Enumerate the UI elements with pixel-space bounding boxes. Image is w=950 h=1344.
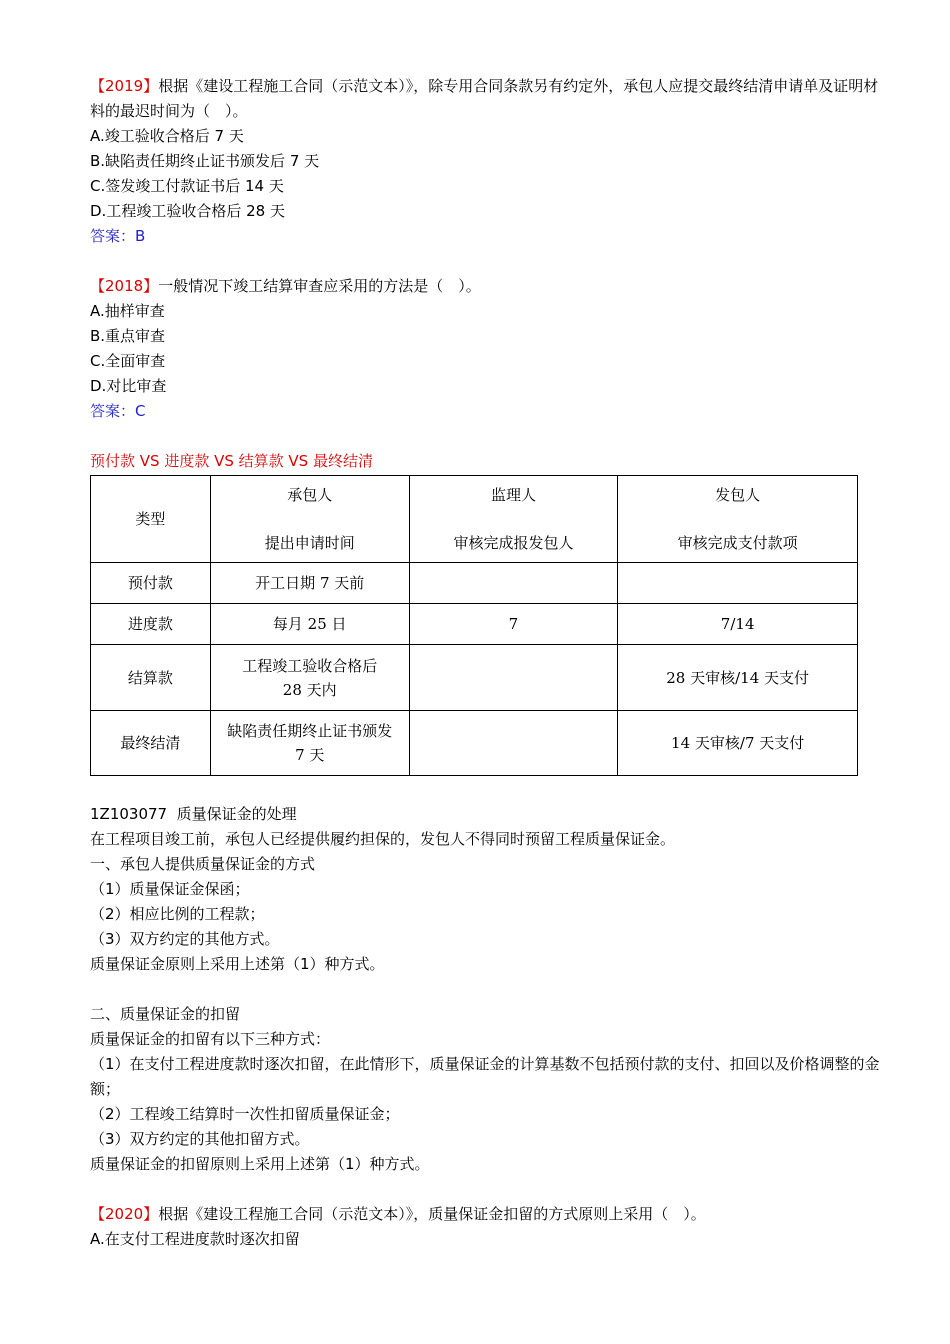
question-2019 — [90, 74, 882, 249]
part2-note: 质量保证金的扣留原则上采用上述第（1）种方式。 — [90, 1155, 430, 1173]
question-year: 【2019】 — [90, 77, 159, 95]
document-page — [90, 74, 882, 1252]
table-row: 结算款 工程竣工验收合格后 28 天内 28 天审核/14 天支付 — [91, 645, 858, 711]
answer: 答案：C — [90, 402, 146, 420]
table-row: 最终结清 缺陷责任期终止证书颁发 7 天 14 天审核/7 天支付 — [91, 711, 858, 776]
section-intro: 在工程项目竣工前，承包人已经提供履约担保的，发包人不得同时预留工程质量保证金。 — [90, 830, 676, 848]
header-employer: 发包人 审核完成支付款项 — [618, 476, 858, 563]
header-contractor: 承包人 提出申请时间 — [210, 476, 409, 563]
option-b: B.重点审查 — [90, 327, 166, 345]
list-item: （1）在支付工程进度款时逐次扣留，在此情形下，质量保证金的计算基数不包括预付款的支付、扣回以及价格调整的金额； — [90, 1055, 880, 1098]
part2-intro: 质量保证金的扣留有以下三种方式： — [90, 1030, 331, 1048]
option-d: D.工程竣工验收合格后 28 天 — [90, 202, 285, 220]
option-c: C.全面审查 — [90, 352, 166, 370]
question-stem: 【2019】根据《建设工程施工合同（示范文本）》，除专用合同条款另有约定外，承包人应提交最终结清申请单及证明材料的最迟时间为（ ）。 — [90, 77, 879, 120]
payment-comparison-table — [90, 475, 858, 776]
option-c: C.签发竣工付款证书后 14 天 — [90, 177, 284, 195]
answer: 答案：B — [90, 227, 146, 245]
table-header-row — [91, 476, 858, 563]
table-title: 预付款 VS 进度款 VS 结算款 VS 最终结清 — [90, 452, 373, 470]
list-item: （2）工程竣工结算时一次性扣留质量保证金； — [90, 1105, 400, 1123]
option-a: A.竣工验收合格后 7 天 — [90, 127, 244, 145]
section-quality-guarantee — [90, 802, 882, 1177]
header-supervisor: 监理人 审核完成报发包人 — [409, 476, 618, 563]
list-item: （3）双方约定的其他方式。 — [90, 930, 280, 948]
question-stem: 【2020】根据《建设工程施工合同（示范文本）》，质量保证金扣留的方式原则上采用（ ）。 — [90, 1205, 706, 1223]
option-a: A.在支付工程进度款时逐次扣留 — [90, 1230, 300, 1248]
question-2018 — [90, 274, 882, 424]
question-year: 【2018】 — [90, 277, 159, 295]
option-d: D.对比审查 — [90, 377, 167, 395]
list-item: （3）双方约定的其他扣留方式。 — [90, 1130, 310, 1148]
header-type: 类型 — [91, 476, 211, 563]
part2-title: 二、质量保证金的扣留 — [90, 1005, 241, 1023]
list-item: （1）质量保证金保函； — [90, 880, 250, 898]
question-2020 — [90, 1202, 882, 1252]
table-row: 预付款 开工日期 7 天前 — [91, 563, 858, 604]
list-item: （2）相应比例的工程款； — [90, 905, 265, 923]
question-stem: 【2018】一般情况下竣工结算审查应采用的方法是（ ）。 — [90, 277, 481, 295]
option-b: B.缺陷责任期终止证书颁发后 7 天 — [90, 152, 320, 170]
option-a: A.抽样审查 — [90, 302, 165, 320]
section-heading: 1Z103077 质量保证金的处理 — [90, 805, 297, 823]
part1-note: 质量保证金原则上采用上述第（1）种方式。 — [90, 955, 385, 973]
part1-title: 一、承包人提供质量保证金的方式 — [90, 855, 316, 873]
table-row: 进度款 每月 25 日 7 7/14 — [91, 604, 858, 645]
question-year: 【2020】 — [90, 1205, 159, 1223]
